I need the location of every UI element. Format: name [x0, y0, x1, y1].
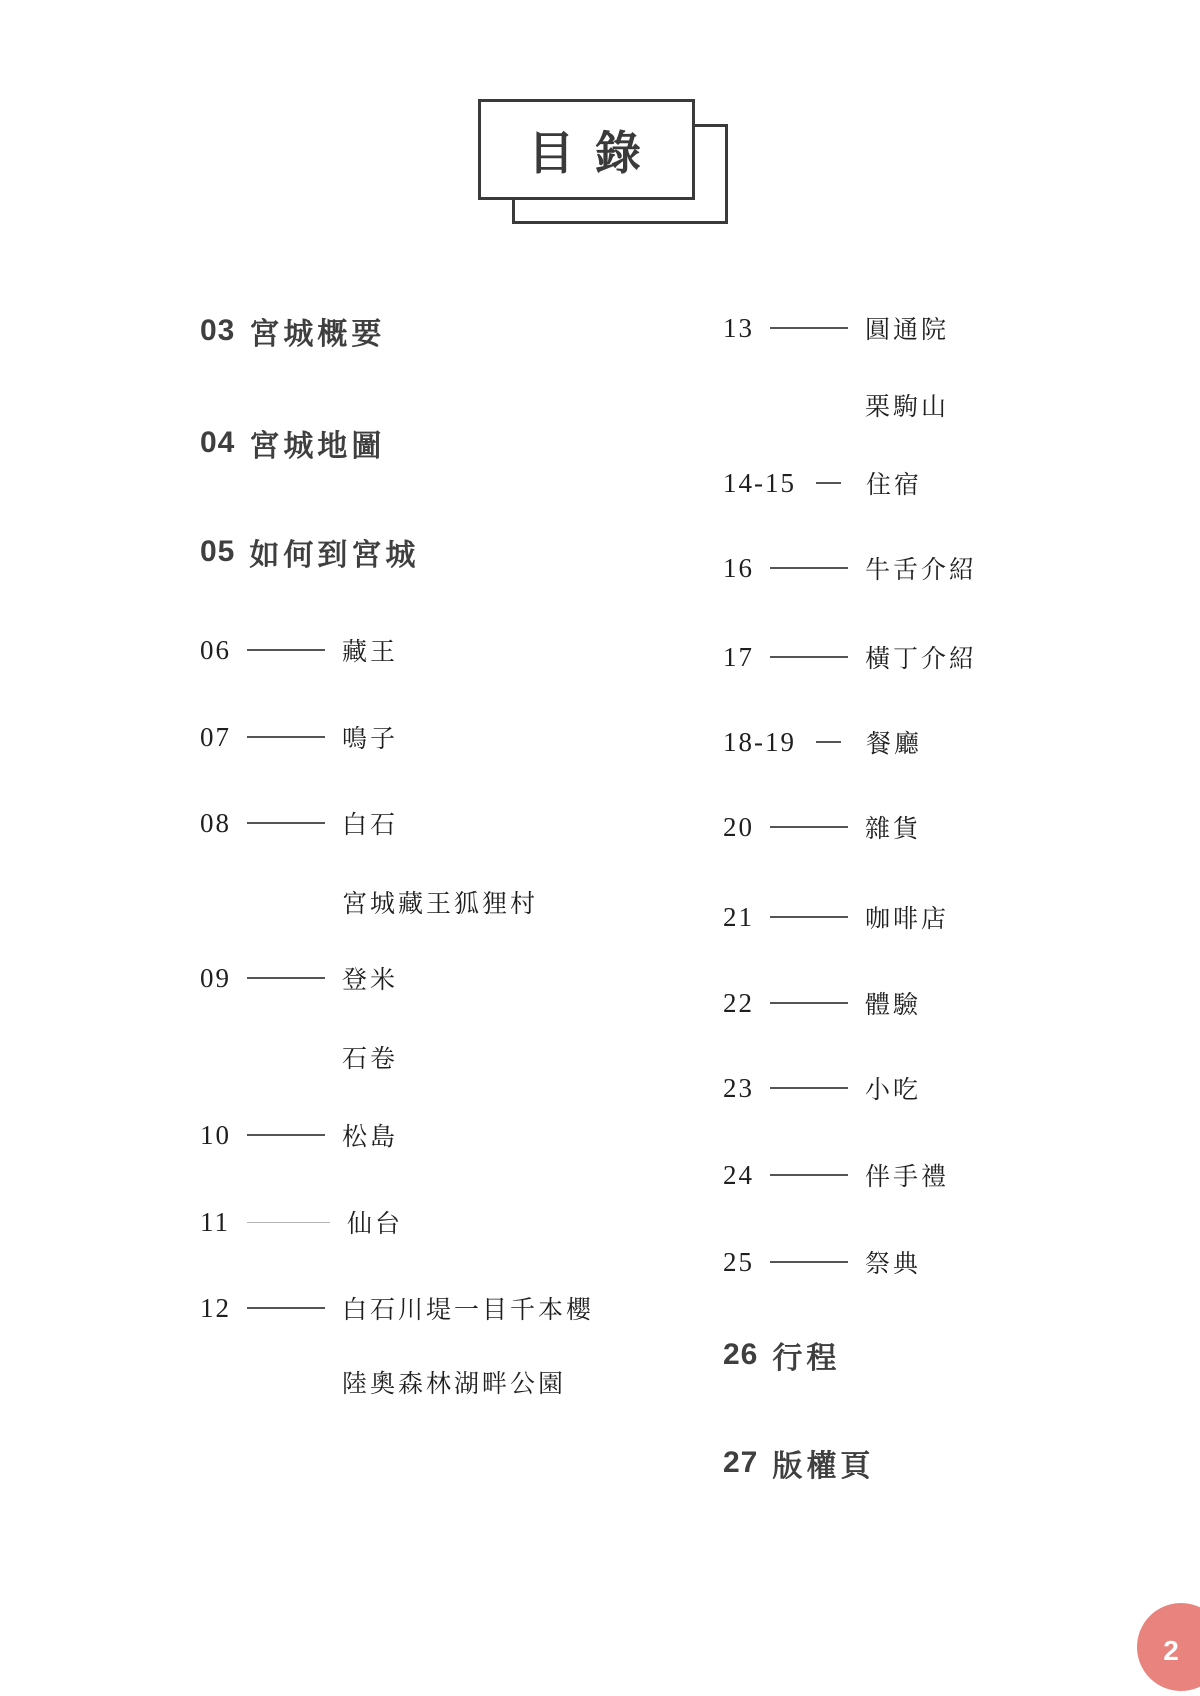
toc-item-label: 行程	[772, 1342, 841, 1375]
toc-entry-item[interactable]	[723, 1244, 921, 1280]
toc-section-item[interactable]	[200, 421, 385, 465]
toc-item-number: 27	[723, 1446, 759, 1479]
toc-entry-item[interactable]	[723, 724, 922, 760]
toc-entry-item[interactable]	[200, 1204, 403, 1240]
toc-leader-line	[247, 736, 325, 738]
toc-item-label: 雜貨	[865, 816, 922, 843]
toc-section-item[interactable]	[723, 1333, 840, 1377]
toc-item-number: 08	[200, 807, 231, 838]
toc-item-number: 26	[723, 1338, 759, 1371]
toc-sub-item[interactable]	[342, 1364, 566, 1400]
toc-item-number: 25	[723, 1246, 754, 1277]
toc-entry-item[interactable]	[723, 465, 922, 501]
toc-item-label: 咖啡店	[865, 906, 950, 933]
toc-item-number: 18-19	[723, 726, 796, 757]
toc-item-number: 06	[200, 634, 231, 665]
toc-item-number: 10	[200, 1119, 231, 1150]
toc-entry-item[interactable]	[723, 809, 921, 845]
toc-item-label: 版權頁	[772, 1450, 875, 1483]
toc-section-item[interactable]	[200, 309, 385, 353]
toc-leader-line	[770, 327, 848, 329]
toc-item-label: 宮城概要	[249, 318, 386, 351]
toc-item-label: 栗駒山	[865, 394, 950, 421]
toc-item-label: 石卷	[342, 1046, 399, 1073]
toc-item-number: 05	[200, 535, 236, 568]
toc-entry-item[interactable]	[200, 805, 398, 841]
toc-leader-line	[770, 567, 848, 569]
toc-item-number: 04	[200, 426, 236, 459]
toc-item-label: 鳴子	[342, 726, 399, 753]
toc-entry-item[interactable]	[723, 1157, 949, 1193]
toc-item-label: 登米	[342, 967, 399, 994]
toc-leader-line	[247, 1222, 330, 1223]
toc-leader-line	[770, 826, 848, 828]
toc-item-label: 餐廳	[866, 731, 923, 758]
toc-leader-line	[247, 1307, 325, 1309]
toc-item-label: 伴手禮	[865, 1164, 950, 1191]
toc-item-label: 藏王	[342, 639, 399, 666]
toc-entry-item[interactable]	[200, 632, 398, 668]
toc-item-number: 17	[723, 641, 754, 672]
toc-section-item[interactable]	[723, 1441, 874, 1485]
toc-leader-line	[770, 1087, 848, 1089]
toc-leader-line	[770, 916, 848, 918]
toc-item-number: 22	[723, 987, 754, 1018]
page-number: 2	[1163, 1635, 1179, 1666]
toc-entry-item[interactable]	[723, 639, 977, 675]
toc-item-label: 白石川堤一目千本櫻	[342, 1297, 595, 1324]
toc-sub-item[interactable]	[342, 884, 538, 920]
toc-item-number: 12	[200, 1292, 231, 1323]
toc-item-number: 14-15	[723, 467, 796, 498]
toc-leader-line	[770, 656, 848, 658]
toc-item-number: 11	[200, 1206, 230, 1237]
toc-entry-item[interactable]	[723, 1070, 921, 1106]
toc-leader-line	[770, 1261, 848, 1263]
toc-item-label: 體驗	[865, 992, 922, 1019]
toc-item-number: 21	[723, 901, 754, 932]
toc-leader-line	[247, 1134, 325, 1136]
toc-item-number: 24	[723, 1159, 754, 1190]
toc-item-number: 20	[723, 811, 754, 842]
toc-item-number: 16	[723, 552, 754, 583]
toc-leader-line	[247, 822, 325, 824]
toc-entry-item[interactable]	[723, 985, 921, 1021]
toc-item-number: 13	[723, 312, 754, 343]
toc-title-box	[478, 99, 695, 200]
toc-item-label: 白石	[342, 812, 399, 839]
toc-item-label: 橫丁介紹	[865, 646, 978, 673]
toc-entry-item[interactable]	[723, 899, 949, 935]
toc-item-label: 小吃	[865, 1077, 922, 1104]
toc-leader-line	[816, 482, 841, 484]
toc-entry-item[interactable]	[200, 719, 398, 755]
toc-item-label: 松島	[342, 1124, 399, 1151]
toc-item-number: 09	[200, 962, 231, 993]
toc-item-label: 如何到宮城	[249, 539, 420, 572]
page-title: 目 錄	[528, 126, 645, 179]
toc-leader-line	[770, 1174, 848, 1176]
toc-section-item[interactable]	[200, 530, 419, 574]
toc-item-label: 陸奧森林湖畔公園	[342, 1371, 567, 1398]
toc-sub-item[interactable]	[342, 1039, 398, 1075]
toc-item-label: 仙台	[347, 1211, 404, 1238]
toc-entry-item[interactable]	[200, 1117, 398, 1153]
toc-entry-item[interactable]	[723, 550, 977, 586]
toc-item-label: 住宿	[866, 472, 923, 499]
toc-leader-line	[770, 1002, 848, 1004]
toc-entry-item[interactable]	[200, 1290, 594, 1326]
toc-leader-line	[247, 649, 325, 651]
toc-leader-line	[816, 741, 841, 743]
toc-sub-item[interactable]	[865, 387, 949, 423]
toc-item-number: 07	[200, 721, 231, 752]
toc-item-label: 宮城藏王狐狸村	[342, 891, 539, 918]
toc-entry-item[interactable]	[723, 310, 949, 346]
toc-item-label: 宮城地圖	[249, 430, 386, 463]
toc-entry-item[interactable]	[200, 960, 398, 996]
toc-item-number: 03	[200, 314, 236, 347]
toc-item-label: 圓通院	[865, 317, 950, 344]
toc-item-number: 23	[723, 1072, 754, 1103]
toc-item-label: 祭典	[865, 1251, 922, 1278]
toc-item-label: 牛舌介紹	[865, 557, 978, 584]
toc-leader-line	[247, 977, 325, 979]
